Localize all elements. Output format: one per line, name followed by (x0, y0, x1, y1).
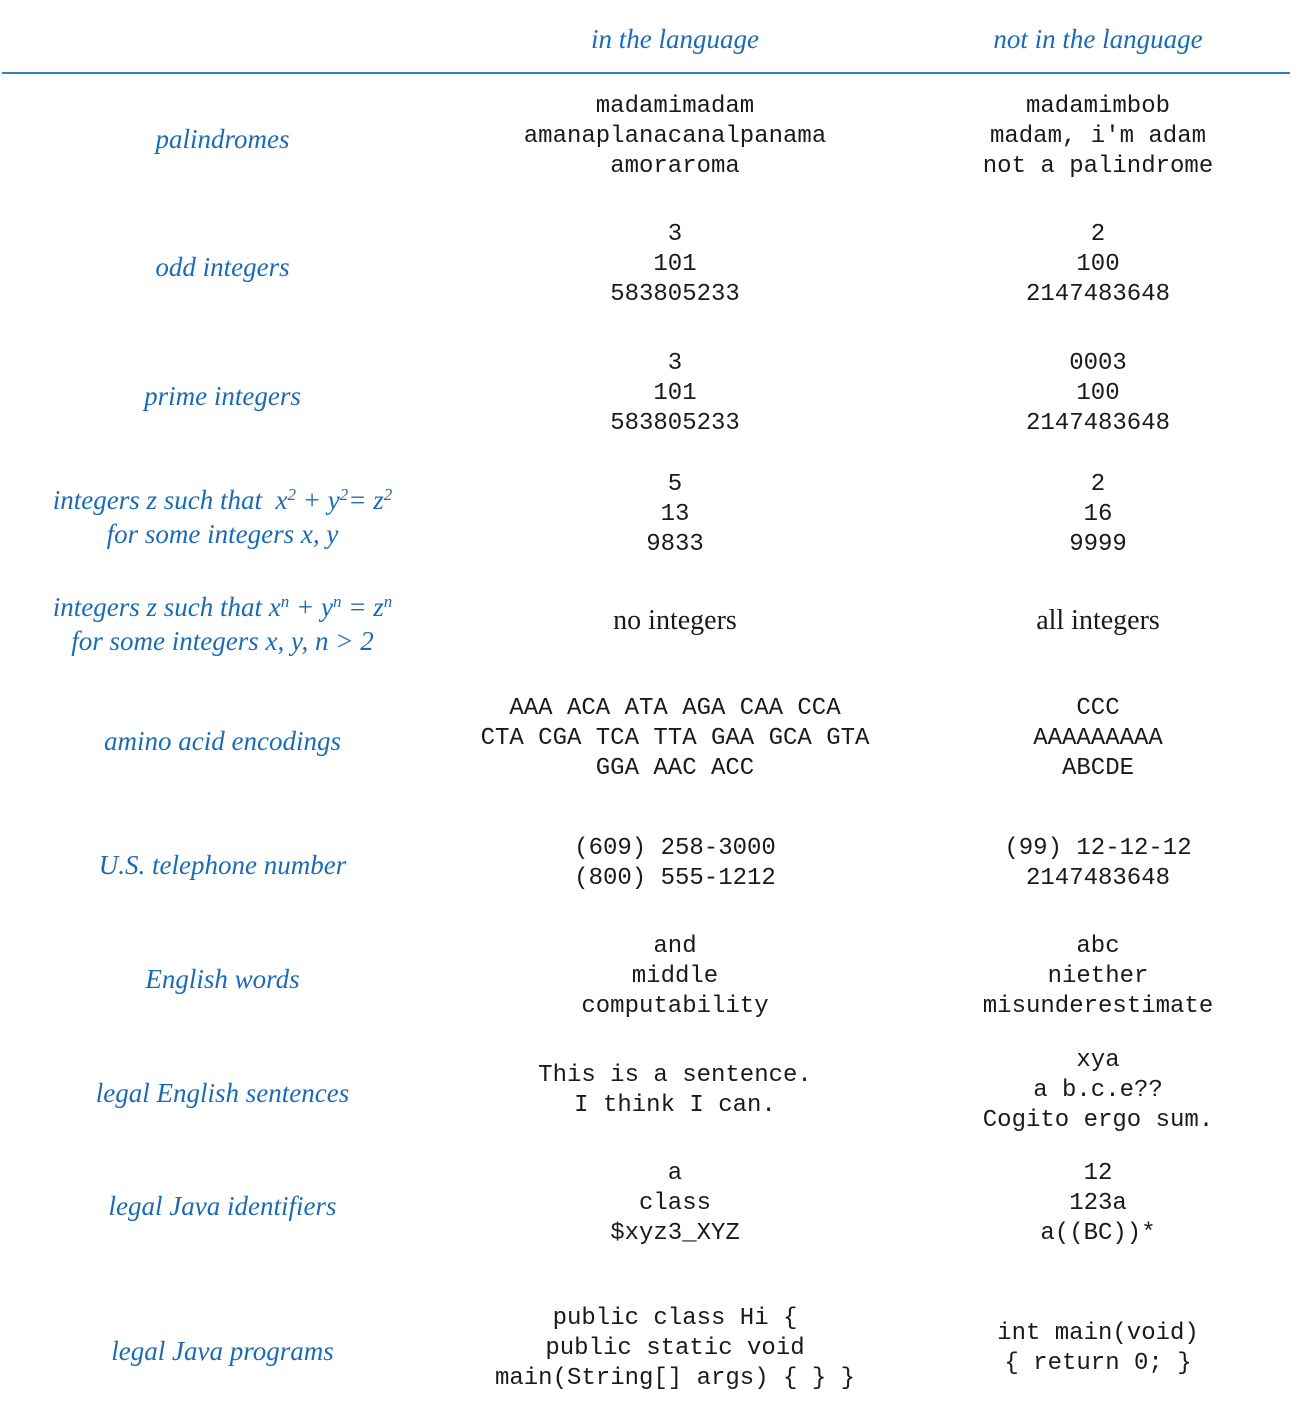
not-in-language-examples: int main(void) { return 0; } (997, 1320, 1199, 1377)
header-rule (2, 72, 1290, 74)
not-in-language-examples: 0003 100 2147483648 (1025, 350, 1171, 437)
not-in-language-examples: 12 123a a((BC))* (1040, 1160, 1156, 1247)
not-in-language-examples: 2 16 9999 (1069, 471, 1127, 558)
row-label: U.S. telephone number (98, 850, 347, 880)
not-in-language-examples: 2 100 2147483648 (1025, 221, 1171, 308)
row-label: legal Java programs (111, 1336, 334, 1366)
in-language-examples: public class Hi { public static void main(String[] args) { } } (494, 1305, 856, 1392)
row-label: odd integers (155, 252, 290, 282)
row-label: palindromes (155, 124, 290, 154)
row-label: English words (145, 964, 300, 994)
not-in-language-examples: abc niether misunderestimate (982, 933, 1214, 1020)
not-in-language-examples: madamimbob madam, i'm adam not a palindrome (982, 93, 1214, 180)
in-language-examples: (609) 258-3000 (800) 555-1212 (574, 835, 776, 892)
in-language-examples: madamimadam amanaplanacanalpanama amoraroma (523, 93, 827, 180)
in-language-examples: AAA ACA ATA AGA CAA CCA CTA CGA TCA TTA GAA GCA GTA GGA AAC ACC (480, 695, 870, 782)
not-in-language-examples: xya a b.c.e?? Cogito ergo sum. (982, 1047, 1214, 1134)
in-language-examples: a class $xyz3_XYZ (610, 1160, 740, 1247)
in-language-examples: 5 13 9833 (646, 471, 704, 558)
column-header-not-in-language: not in the language (993, 24, 1203, 54)
not-in-language-examples: (99) 12-12-12 2147483648 (1004, 835, 1192, 892)
row-label: legal Java identifiers (108, 1191, 337, 1221)
in-language-examples: This is a sentence. I think I can. (538, 1062, 812, 1119)
row-label: legal English sentences (95, 1078, 350, 1108)
column-header-in-language: in the language (591, 24, 759, 54)
row-label: amino acid encodings (104, 726, 341, 756)
in-language-examples: 3 101 583805233 (610, 221, 740, 308)
not-in-language-examples: CCC AAAAAAAAA ABCDE (1033, 695, 1163, 782)
not-in-language-examples: all integers (1036, 605, 1160, 636)
row-label: integers z such that $x^n + y^n = z^n$ for some integers x, y, n > 2 (52, 592, 393, 656)
in-language-examples: 3 101 583805233 (610, 350, 740, 437)
in-language-examples: and middle computability (581, 933, 769, 1020)
row-label: integers z such that $x^2 + y^2= z^2$ for some integers x, y (52, 485, 393, 549)
in-language-examples: no integers (613, 605, 737, 636)
row-label: prime integers (144, 381, 301, 411)
